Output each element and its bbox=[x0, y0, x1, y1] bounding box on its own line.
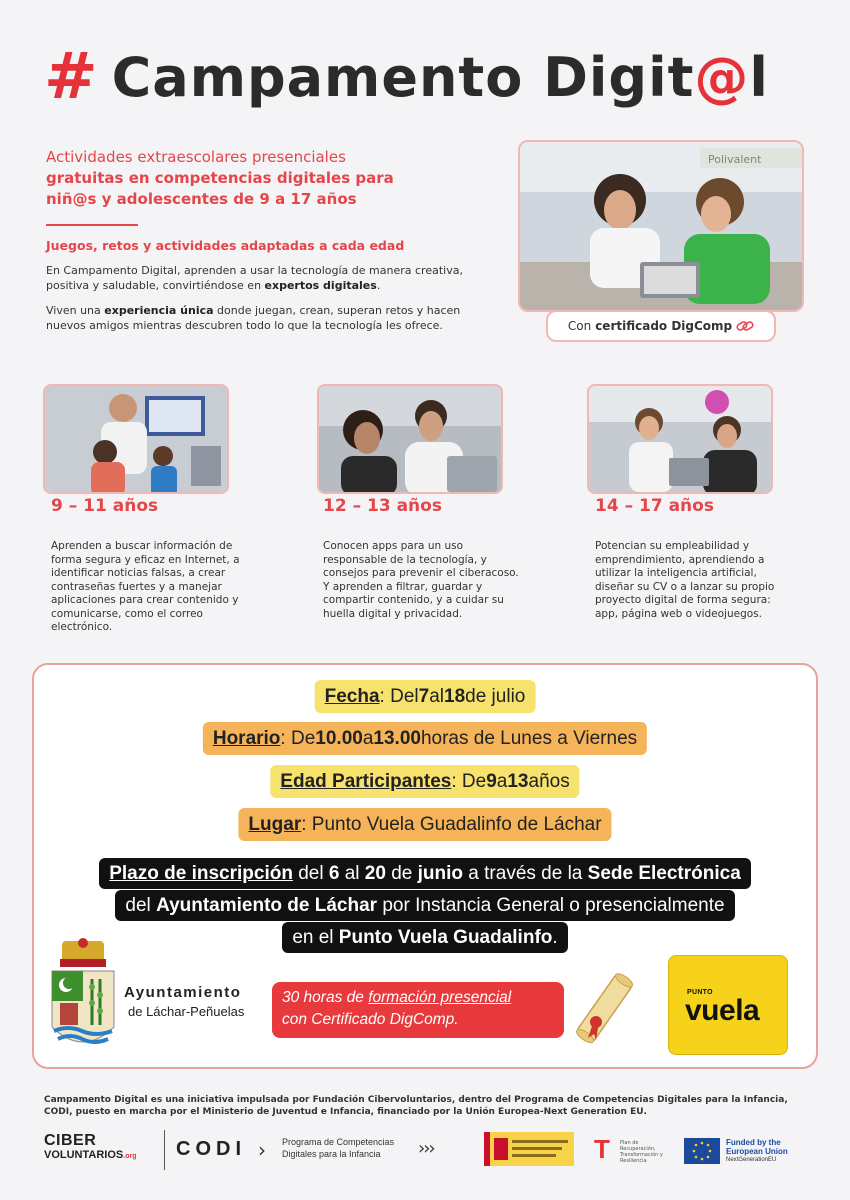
chevron-right-icon: › bbox=[258, 1138, 266, 1162]
horario-pill: Horario : De 10.00 a 13.00 horas de Lunes a Viernes bbox=[203, 722, 647, 755]
title-end: l bbox=[749, 45, 769, 109]
codi-description: Programa de Competencias Digitales para la Infancia bbox=[282, 1137, 395, 1159]
link-icon bbox=[736, 319, 754, 333]
hero-photo-illustration bbox=[520, 142, 804, 312]
age-group-photo-1 bbox=[43, 384, 229, 494]
inscription-line-1: Plazo de inscripción del 6 al 20 de junio a través de la Sede Electrónica bbox=[99, 858, 751, 889]
edad-pill: Edad Participantes : De 9 a 13 años bbox=[270, 765, 579, 798]
spain-shield-icon bbox=[490, 1132, 574, 1166]
certificate-bold: certificado DigComp bbox=[595, 319, 733, 333]
title-main: Campamento Digit bbox=[111, 45, 695, 109]
cibervoluntarios-logo: CIBER VOLUNTARIOS.org bbox=[44, 1132, 137, 1161]
intro-line-3: niñ@s y adolescentes de 9 a 17 años bbox=[46, 190, 357, 208]
age-group-title-2: 12 – 13 años bbox=[323, 496, 442, 516]
eu-funding-text: Funded by the European Union NextGenerationEU bbox=[726, 1138, 788, 1163]
intro-divider bbox=[46, 224, 138, 226]
prtr-text: Plan de Recuperación, Transformación y Resiliencia bbox=[620, 1140, 663, 1164]
logo-divider bbox=[164, 1130, 165, 1170]
age-group-title-3: 14 – 17 años bbox=[595, 496, 714, 516]
vuela-big-text: vuela bbox=[685, 994, 760, 1027]
age-group-description-3: Potencian su empleabilidad y emprendimiento, aprendiendo a utilizar la inteligencia artificial, diseñar su CV o a lanzar su propio proyecto digital de forma segura: app, página web o videojuegos. bbox=[595, 540, 775, 620]
inscription-block bbox=[34, 858, 816, 954]
codi-logo: CODI bbox=[176, 1138, 246, 1160]
classroom-photo-1 bbox=[45, 386, 229, 494]
intro-line-2: gratuitas en competencias digitales para bbox=[46, 169, 394, 187]
ayuntamiento-crest-logo bbox=[48, 935, 118, 1060]
triple-chevron-icon: ››› bbox=[418, 1138, 434, 1159]
age-group-description-2: Conocen apps para un uso responsable de la tecnología, y consejos para prevenir el ciberacoso. Y aprenden a filtrar, guardar y compartir contenido, y a cuidar su huella digital y privacidad. bbox=[323, 540, 519, 620]
footer-logos bbox=[44, 1130, 814, 1174]
inscription-line-3: en el Punto Vuela Guadalinfo. bbox=[282, 922, 567, 953]
eu-flag-icon bbox=[684, 1138, 720, 1164]
prtr-icon: T bbox=[594, 1134, 610, 1164]
classroom-photo-3 bbox=[589, 386, 773, 494]
intro-paragraph-2: Viven una experiencia única donde juegan, crean, superan retos y hacen nuevos amigos mientras descubren todo lo que la tecnología les ofrece. bbox=[46, 304, 461, 332]
ayuntamiento-name bbox=[124, 984, 244, 1019]
fecha-pill: Fecha : Del 7 al 18 de julio bbox=[315, 680, 536, 713]
diploma-scroll-icon bbox=[574, 968, 634, 1050]
ayuntamiento-line-2: de Láchar-Peñuelas bbox=[128, 1004, 245, 1019]
page-title bbox=[44, 42, 804, 112]
title-at: @ bbox=[694, 45, 750, 109]
training-hours-badge: 30 horas de formación presencial con Certificado DigComp. bbox=[272, 982, 564, 1038]
recovery-plan-logo bbox=[594, 1134, 664, 1168]
certificate-prefix: Con bbox=[567, 319, 592, 333]
age-group-title-1: 9 – 11 años bbox=[51, 496, 159, 516]
eu-funding-logo bbox=[684, 1134, 814, 1168]
hero-photo bbox=[518, 140, 804, 312]
hashtag-icon: # bbox=[44, 40, 98, 114]
classroom-photo-2 bbox=[319, 386, 503, 494]
certificate-pill bbox=[546, 310, 776, 342]
age-group-description-1: Aprenden a buscar información de forma segura y eficaz en Internet, a identificar noticias falsas, a crear contraseñas fuertes y a manejar aplicaciones para crear contenido y comunicarse, como el correo electrónico. bbox=[51, 540, 240, 633]
intro-paragraph-1: En Campamento Digital, aprenden a usar la tecnología de manera creativa, positiva y saludable, convirtiéndose en expertos digitales. bbox=[46, 264, 463, 292]
age-group-photo-3 bbox=[587, 384, 773, 494]
intro-line-1: Actividades extraescolares presenciales bbox=[46, 148, 346, 166]
ayuntamiento-line-1: Ayuntamiento bbox=[124, 984, 242, 1001]
lugar-pill: Lugar : Punto Vuela Guadalinfo de Láchar bbox=[238, 808, 611, 841]
intro-section bbox=[46, 147, 476, 343]
inscription-line-2: del Ayuntamiento de Láchar por Instancia General o presencialmente bbox=[115, 890, 734, 921]
crest-icon bbox=[48, 935, 118, 1060]
vuela-small-text: PUNTO bbox=[687, 989, 713, 996]
footer-disclaimer: Campamento Digital es una iniciativa impulsada por Fundación Cibervoluntarios, dentro del Programa de Competencias Digitales para la Infancia, CODI, puesto en marcha por el Ministerio de Juventud e Infancia, financiado por la Unión Europea-Next Generation EU. bbox=[44, 1095, 788, 1117]
age-group-photo-2 bbox=[317, 384, 503, 494]
svg-text:Polivalent: Polivalent bbox=[708, 153, 762, 166]
punto-vuela-logo bbox=[668, 955, 788, 1055]
spain-government-logo bbox=[484, 1132, 574, 1166]
diploma-icon bbox=[574, 968, 634, 1050]
intro-subheading: Juegos, retos y actividades adaptadas a cada edad bbox=[46, 238, 405, 253]
